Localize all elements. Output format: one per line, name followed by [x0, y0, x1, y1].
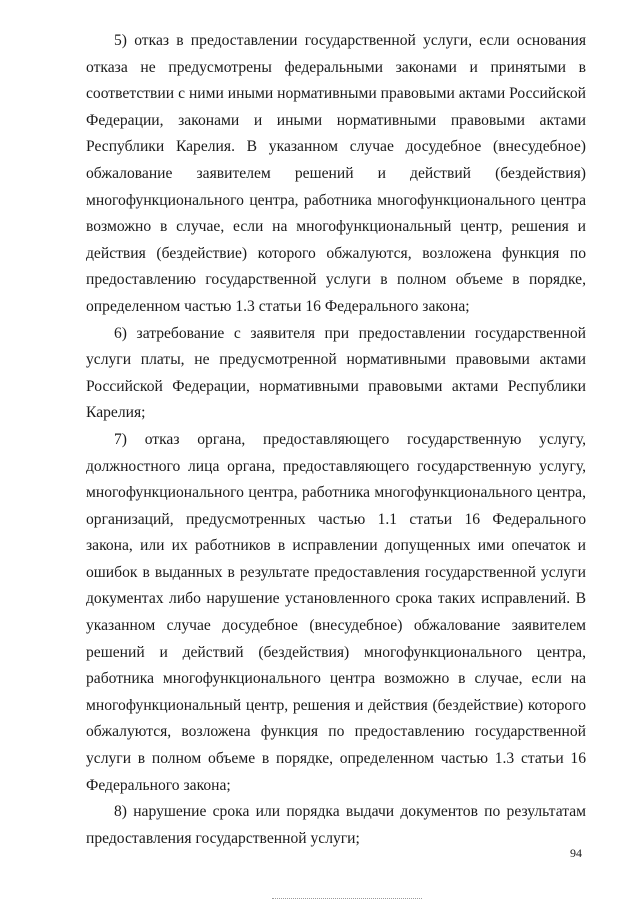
document-body: [86, 28, 586, 852]
paragraph-item-8: 8) нарушение срока или порядка выдачи документов по результатам предоставления государственной услуги;: [86, 803, 586, 847]
paragraph-item-5: 5) отказ в предоставлении государственной услуги, если основания отказа не предусмотрены федеральными законами и принятыми в соответствии с ними иными нормативными правовыми актами Российской Федерации, законами и иными нормативными правовыми актами Республики Карелия. В указанном случае досудебное (внесудебное) обжалование заявителем решений и действий (бездействия) многофункционального центра, работника многофункционального центра возможно в случае, если на многофункциональный центр, решения и действия (бездействие) которого обжалуются, возложена функция по предоставлению государственной услуги в полном объеме в порядке, определенном частью 1.3 статьи 16 Федерального закона;: [86, 32, 586, 315]
page-number: 94: [570, 846, 582, 860]
paragraph-item-6: 6) затребование с заявителя при предоставлении государственной услуги платы, не предусмотренной нормативными правовыми актами Российской Федерации, нормативными правовыми актами Республики Карелия;: [86, 324, 586, 422]
paragraph-item-7: 7) отказ органа, предоставляющего государственную услугу, должностного лица органа, предоставляющего государственную услугу, многофункционального центра, работника многофункционального центра, организаций, предусмотренных частью 1.1 статьи 16 Федерального закона, или их работников в исправлении допущенных ими опечаток и ошибок в выданных в результате предоставления государственной услуги документах либо нарушение установленного срока таких исправлений. В указанном случае досудебное (внесудебное) обжалование заявителем решений и действий (бездействия) многофункционального центра, работника многофункционального центра возможно в случае, если на многофункциональный центр, решения и действия (бездействие) которого обжалуются, возложена функция по предоставлению государственной услуги в полном объеме в порядке, определенном частью 1.3 статьи 16 Федерального закона;: [86, 430, 586, 794]
scan-footer-line: [272, 898, 422, 899]
